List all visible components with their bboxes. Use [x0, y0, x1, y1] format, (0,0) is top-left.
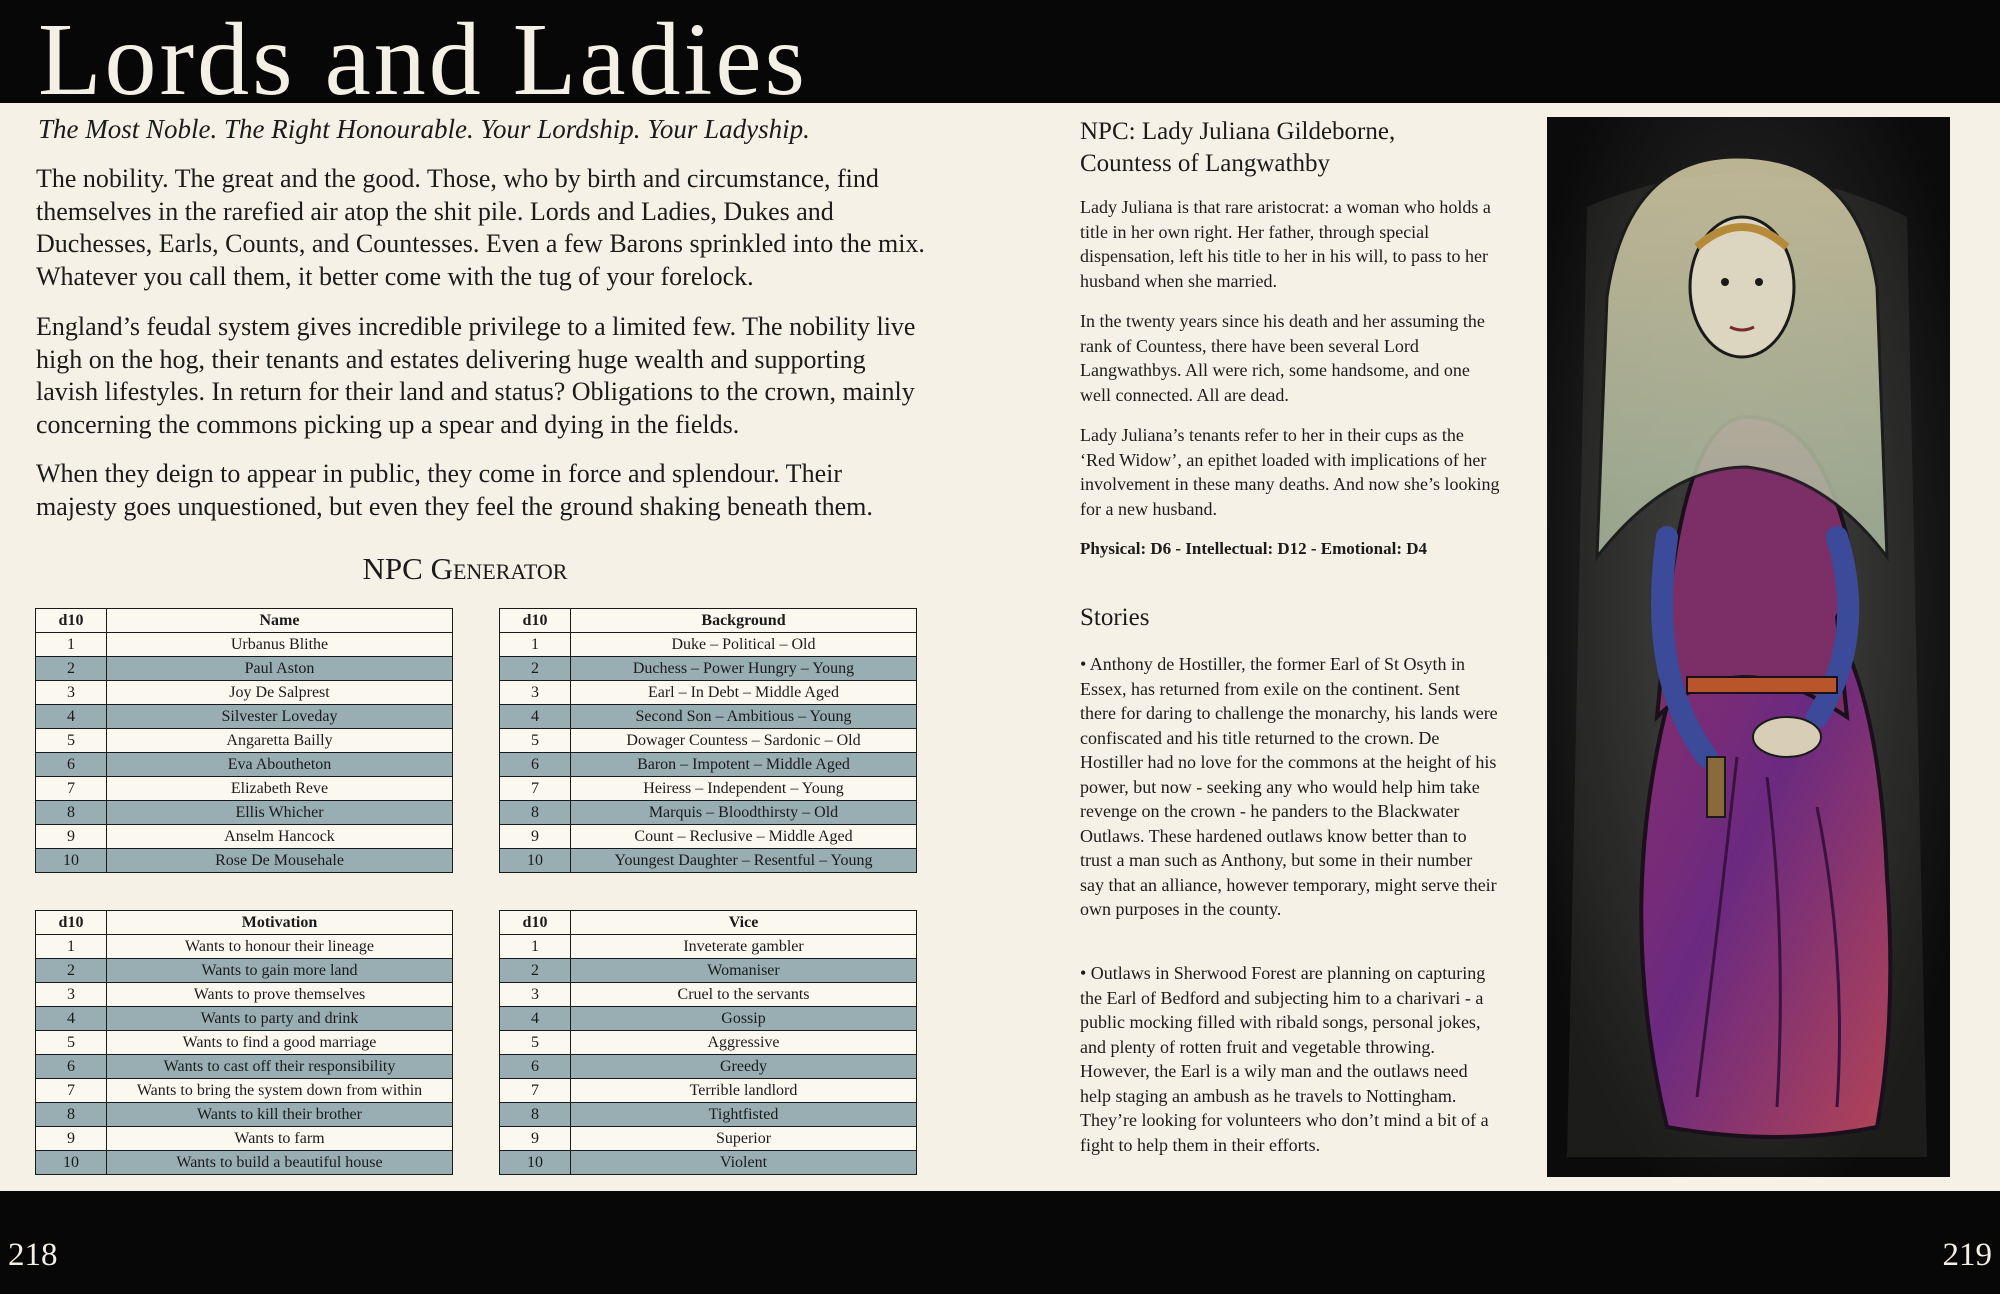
name-cell: Paul Aston [107, 657, 453, 681]
npc-paragraph: Lady Juliana is that rare aristocrat: a woman who holds a title in her own right. Her father, through special dispensation, left his title to her in his will, to pass to her husband when she married. [1080, 197, 1491, 291]
roll-number-cell: 9 [500, 825, 571, 849]
table-row [500, 705, 917, 729]
background-table [499, 608, 917, 873]
portrait-art [1547, 117, 1950, 1177]
table-row [36, 705, 453, 729]
table-row [36, 681, 453, 705]
background-cell: Heiress – Independent – Young [571, 777, 917, 801]
vice-cell: Greedy [571, 1055, 917, 1079]
roll-number-cell: 2 [36, 959, 107, 983]
table-row [500, 633, 917, 657]
footer-band [0, 1191, 2000, 1294]
stories-heading: Stories [1080, 604, 1150, 631]
story-item: • Anthony de Hostiller, the former Earl of St Osyth in Essex, has returned from exile on the continent. Sent there for daring to challenge the monarchy, his lands were confiscated and his title returned to the crown. De Hostiller had no love for the commons at the height of his power, but now - seeking any who would help him take revenge on the crown - he panders to the Blackwater Outlaws. These hardened outlaws know better than to trust a man such as Anthony, but some in their number say that an alliance, however temporary, might serve their own purposes in the county. [1080, 654, 1498, 919]
background-cell: Duchess – Power Hungry – Young [571, 657, 917, 681]
npc-paragraph: Lady Juliana’s tenants refer to her in their cups as the ‘Red Widow’, an epithet loaded with implications of her involvement in these many deaths. And now she’s looking for a new husband. [1080, 425, 1500, 519]
roll-number-cell: 8 [500, 1103, 571, 1127]
roll-number-cell: 6 [36, 1055, 107, 1079]
roll-number-cell: 8 [500, 801, 571, 825]
roll-number-cell: 4 [36, 705, 107, 729]
table-row [36, 1127, 453, 1151]
motivation-cell: Wants to honour their lineage [107, 935, 453, 959]
vice-cell: Gossip [571, 1007, 917, 1031]
name-cell: Elizabeth Reve [107, 777, 453, 801]
background-cell: Marquis – Bloodthirsty – Old [571, 801, 917, 825]
roll-number-cell: 7 [36, 1079, 107, 1103]
table-row [500, 983, 917, 1007]
table-row [500, 1151, 917, 1175]
vice-cell: Superior [571, 1127, 917, 1151]
background-cell: Earl – In Debt – Middle Aged [571, 681, 917, 705]
roll-number-cell: 2 [500, 959, 571, 983]
roll-number-cell: 1 [500, 633, 571, 657]
name-cell: Anselm Hancock [107, 825, 453, 849]
intro-paragraph: England’s feudal system gives incredible privilege to a limited few. The nobility live high on the hog, their tenants and estates delivering huge wealth and supporting lavish lifestyles. In return for their land and status? Obligations to the crown, mainly concerning the commons picking up a spear and dying in the fields. [36, 312, 916, 439]
name-cell: Urbanus Blithe [107, 633, 453, 657]
npc-stats: Physical: D6 - Intellectual: D12 - Emotional: D4 [1080, 539, 1428, 558]
title-banner [0, 0, 2000, 117]
npc-paragraph: In the twenty years since his death and her assuming the rank of Countess, there have been several Lord Langwathbys. All were rich, some handsome, and one well connected. All are dead. [1080, 311, 1485, 405]
table-row [36, 801, 453, 825]
roll-number-cell: 5 [500, 1031, 571, 1055]
page-number-right: 219 [1942, 1237, 1992, 1273]
roll-number-cell: 1 [500, 935, 571, 959]
page-title: Lords and Ladies [38, 2, 809, 117]
table-row [500, 1079, 917, 1103]
table-row [36, 633, 453, 657]
npc-heading [1080, 116, 1410, 180]
roll-number-cell: 4 [500, 705, 571, 729]
page-number-left: 218 [8, 1237, 58, 1273]
table-row [36, 983, 453, 1007]
table-row [500, 959, 917, 983]
roll-number-cell: 10 [500, 1151, 571, 1175]
name-cell: Rose De Mousehale [107, 849, 453, 873]
roll-number-cell: 9 [36, 825, 107, 849]
roll-number-cell: 5 [36, 1031, 107, 1055]
table-row [500, 681, 917, 705]
background-cell: Dowager Countess – Sardonic – Old [571, 729, 917, 753]
table-row [500, 753, 917, 777]
motivation-cell: Wants to cast off their responsibility [107, 1055, 453, 1079]
vice-table [499, 910, 917, 1175]
table-row [36, 1031, 453, 1055]
table-row [36, 1007, 453, 1031]
background-cell: Duke – Political – Old [571, 633, 917, 657]
table-row [36, 753, 453, 777]
table-row [36, 935, 453, 959]
name-cell: Ellis Whicher [107, 801, 453, 825]
background-cell: Second Son – Ambitious – Young [571, 705, 917, 729]
table-row [36, 825, 453, 849]
table-row [500, 1103, 917, 1127]
table-row [500, 777, 917, 801]
name-cell: Eva Aboutheton [107, 753, 453, 777]
motivation-cell: Wants to kill their brother [107, 1103, 453, 1127]
roll-number-cell: 7 [500, 1079, 571, 1103]
table-row [500, 849, 917, 873]
vice-cell: Womaniser [571, 959, 917, 983]
vice-cell: Cruel to the servants [571, 983, 917, 1007]
roll-number-cell: 3 [500, 681, 571, 705]
motivation-column-header: Motivation [107, 911, 453, 935]
roll-number-cell: 10 [36, 1151, 107, 1175]
table-row [500, 825, 917, 849]
table-row [36, 849, 453, 873]
background-cell: Baron – Impotent – Middle Aged [571, 753, 917, 777]
motivation-cell: Wants to build a beautiful house [107, 1151, 453, 1175]
vice-cell: Terrible landlord [571, 1079, 917, 1103]
table-row [36, 1103, 453, 1127]
name-column-header: Name [107, 609, 453, 633]
vice-cell: Violent [571, 1151, 917, 1175]
motivation-cell: Wants to gain more land [107, 959, 453, 983]
npc-heading-line1: NPC: Lady Juliana Gildeborne, [1080, 118, 1396, 145]
motivation-cell: Wants to prove themselves [107, 983, 453, 1007]
table-row [36, 1055, 453, 1079]
roll-number-cell: 9 [500, 1127, 571, 1151]
roll-number-cell: 8 [36, 1103, 107, 1127]
table-row [36, 1079, 453, 1103]
roll-number-cell: 7 [500, 777, 571, 801]
table-header-row [36, 911, 453, 935]
die-column-header: d10 [36, 911, 107, 935]
vice-column-header: Vice [571, 911, 917, 935]
motivation-table [35, 910, 453, 1175]
intro-paragraph: When they deign to appear in public, they come in force and splendour. Their majesty goes unquestioned, but even they feel the ground shaking beneath them. [36, 459, 873, 521]
subtitle: The Most Noble. The Right Honourable. Your Lordship. Your Ladyship. [38, 114, 810, 144]
die-column-header: d10 [36, 609, 107, 633]
table-row [500, 935, 917, 959]
name-cell: Joy De Salprest [107, 681, 453, 705]
table-row [500, 729, 917, 753]
name-cell: Angaretta Bailly [107, 729, 453, 753]
table-row [500, 801, 917, 825]
roll-number-cell: 2 [36, 657, 107, 681]
roll-number-cell: 2 [500, 657, 571, 681]
roll-number-cell: 6 [500, 753, 571, 777]
motivation-cell: Wants to bring the system down from within [107, 1079, 453, 1103]
table-header-row [500, 911, 917, 935]
table-row [500, 1055, 917, 1079]
roll-number-cell: 4 [36, 1007, 107, 1031]
roll-number-cell: 6 [500, 1055, 571, 1079]
motivation-cell: Wants to farm [107, 1127, 453, 1151]
roll-number-cell: 8 [36, 801, 107, 825]
roll-number-cell: 6 [36, 753, 107, 777]
table-row [500, 1031, 917, 1055]
table-row [500, 1007, 917, 1031]
table-row [36, 729, 453, 753]
roll-number-cell: 3 [500, 983, 571, 1007]
npc-heading-line2: Countess of Langwathby [1080, 150, 1330, 177]
table-row [500, 1127, 917, 1151]
name-cell: Silvester Loveday [107, 705, 453, 729]
roll-number-cell: 4 [500, 1007, 571, 1031]
roll-number-cell: 1 [36, 633, 107, 657]
roll-number-cell: 3 [36, 681, 107, 705]
vice-cell: Tightfisted [571, 1103, 917, 1127]
name-table [35, 608, 453, 873]
noblewoman-portrait-illustration [1547, 117, 1950, 1177]
roll-number-cell: 5 [500, 729, 571, 753]
roll-number-cell: 10 [36, 849, 107, 873]
motivation-cell: Wants to find a good marriage [107, 1031, 453, 1055]
vice-cell: Aggressive [571, 1031, 917, 1055]
background-cell: Count – Reclusive – Middle Aged [571, 825, 917, 849]
motivation-cell: Wants to party and drink [107, 1007, 453, 1031]
background-cell: Youngest Daughter – Resentful – Young [571, 849, 917, 873]
background-column-header: Background [571, 609, 917, 633]
roll-number-cell: 10 [500, 849, 571, 873]
table-header-row [36, 609, 453, 633]
roll-number-cell: 5 [36, 729, 107, 753]
table-row [36, 777, 453, 801]
table-row [500, 657, 917, 681]
roll-number-cell: 3 [36, 983, 107, 1007]
roll-number-cell: 7 [36, 777, 107, 801]
story-item: • Outlaws in Sherwood Forest are planning on capturing the Earl of Bedford and subjecting him to a charivari - a public mocking filled with ribald songs, personal jokes, and plenty of rotten fruit and vegetable throwing. However, the Earl is a wily man and the outlaws need help staging an ambush as he travels to Nottingham. They’re looking for volunteers who don’t mind a bit of a fight to help them in their efforts. [1080, 963, 1489, 1155]
die-column-header: d10 [500, 911, 571, 935]
table-header-row [500, 609, 917, 633]
npc-generator-heading: NPC Generator [362, 551, 568, 586]
roll-number-cell: 9 [36, 1127, 107, 1151]
table-row [36, 1151, 453, 1175]
table-row [36, 959, 453, 983]
table-row [36, 657, 453, 681]
roll-number-cell: 1 [36, 935, 107, 959]
intro-paragraph: The nobility. The great and the good. Those, who by birth and circumstance, find themselves in the rarefied air atop the shit pile. Lords and Ladies, Dukes and Duchesses, Earls, Counts, and Countesses. Even a few Barons sprinkled into the mix. Whatever you call them, it better come with the tug of your forelock. [36, 164, 925, 291]
die-column-header: d10 [500, 609, 571, 633]
vice-cell: Inveterate gambler [571, 935, 917, 959]
